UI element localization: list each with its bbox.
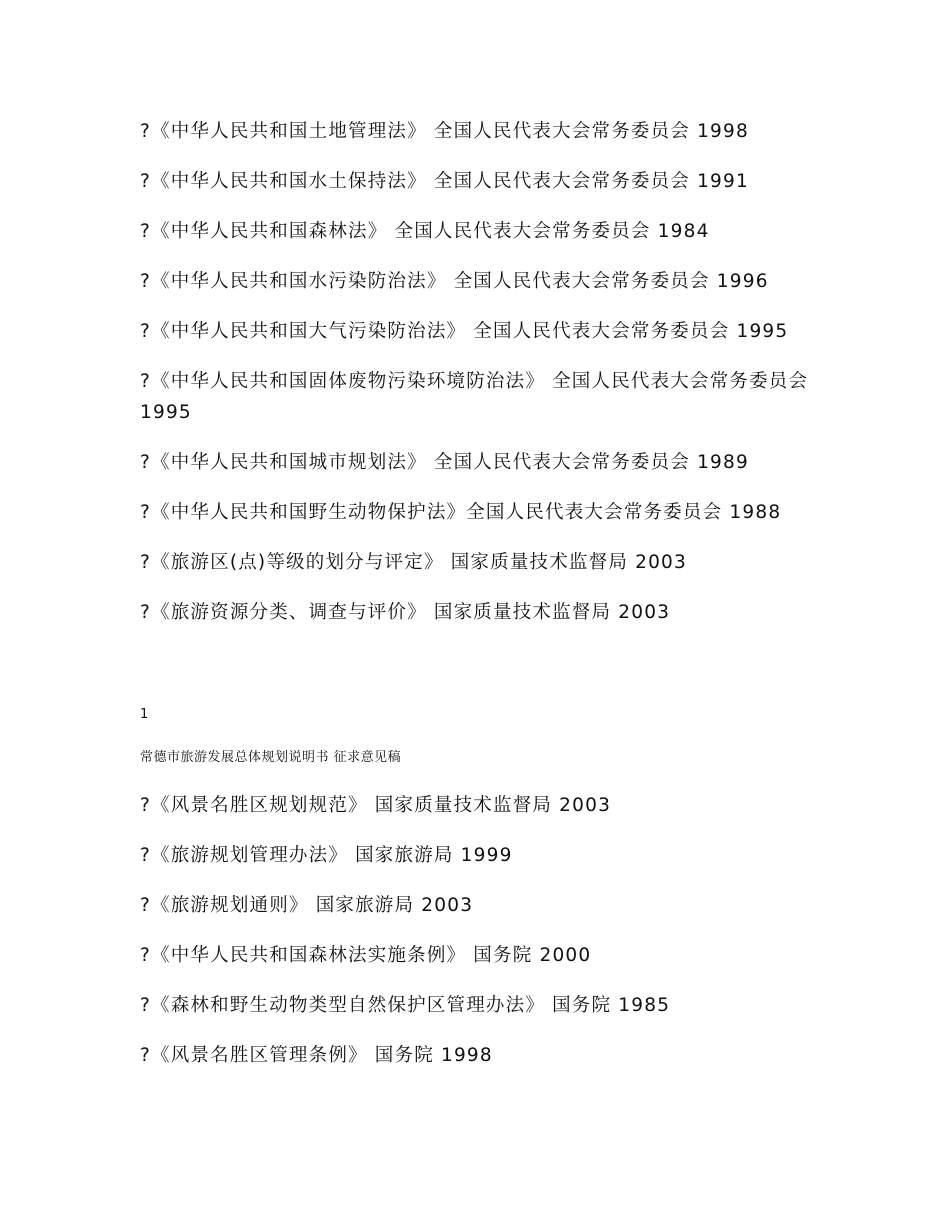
reference-item: ?《中华人民共和国土地管理法》 全国人民代表大会常务委员会 1998 xyxy=(140,121,749,142)
reference-item: ?《风景名胜区管理条例》 国务院 1998 xyxy=(140,1045,493,1066)
reference-item: ?《旅游资源分类、调查与评价》 国家质量技术监督局 2003 xyxy=(140,602,671,623)
reference-item: ?《中华人民共和国水土保持法》 全国人民代表大会常务委员会 1991 xyxy=(140,171,749,192)
running-header: 常德市旅游发展总体规划说明书 征求意见稿 xyxy=(140,750,402,765)
reference-item: ?《中华人民共和国森林法实施条例》 国务院 2000 xyxy=(140,945,592,966)
reference-item: ?《森林和野生动物类型自然保护区管理办法》 国务院 1985 xyxy=(140,995,671,1016)
reference-item: ?《中华人民共和国大气污染防治法》 全国人民代表大会常务委员会 1995 xyxy=(140,321,789,342)
reference-item: ?《旅游规划管理办法》 国家旅游局 1999 xyxy=(140,845,513,866)
reference-item: ?《风景名胜区规划规范》 国家质量技术监督局 2003 xyxy=(140,795,612,816)
reference-list-bottom xyxy=(140,790,820,1090)
reference-item: ?《中华人民共和国水污染防治法》 全国人民代表大会常务委员会 1996 xyxy=(140,271,769,292)
reference-item: ?《旅游区(点)等级的划分与评定》 国家质量技术监督局 2003 xyxy=(140,552,687,573)
reference-item: ?《中华人民共和国固体废物污染环境防治法》 全国人民代表大会常务委员会 1995 xyxy=(140,371,809,423)
reference-item: ?《中华人民共和国城市规划法》 全国人民代表大会常务委员会 1989 xyxy=(140,452,749,473)
page-number: 1 xyxy=(140,707,149,722)
reference-item: ?《旅游规划通则》 国家旅游局 2003 xyxy=(140,895,474,916)
reference-item: ?《中华人民共和国森林法》 全国人民代表大会常务委员会 1984 xyxy=(140,221,710,242)
reference-item: ?《中华人民共和国野生动物保护法》全国人民代表大会常务委员会 1988 xyxy=(140,502,782,523)
reference-list-top xyxy=(140,116,820,647)
